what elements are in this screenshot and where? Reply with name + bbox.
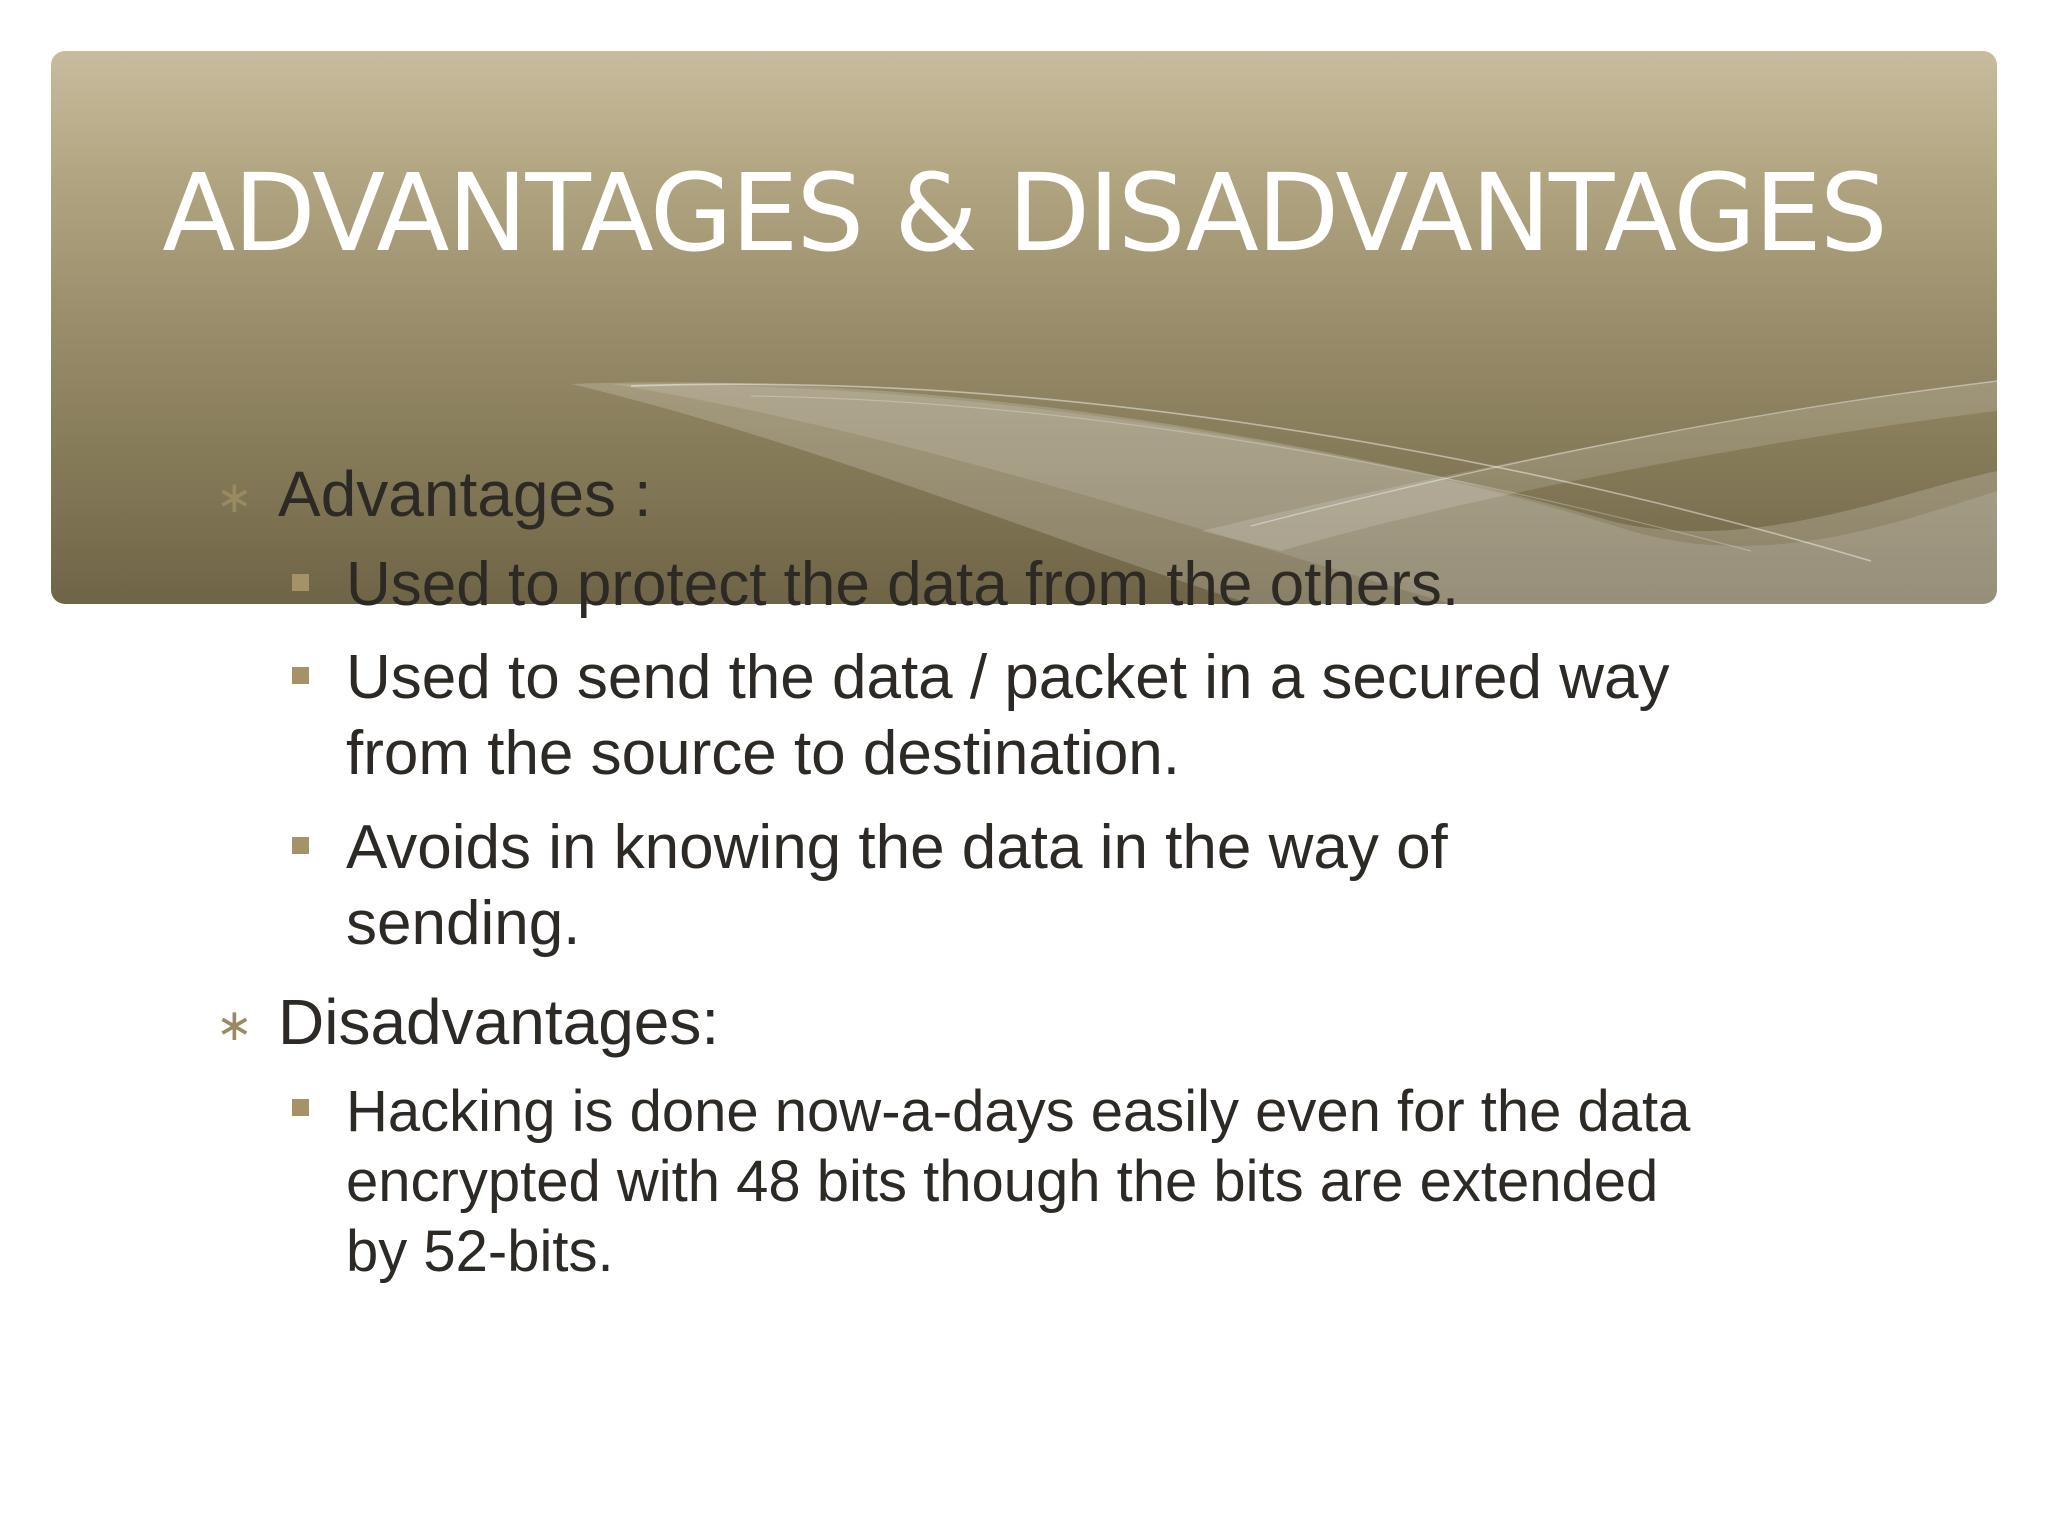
list-item-line: sending. <box>346 889 581 958</box>
list-item-line: Avoids in knowing the data in the way of <box>346 813 1448 882</box>
list-item-line: Used to send the data / packet in a secured way <box>346 643 1670 712</box>
list-item-line: by 52-bits. <box>346 1219 614 1284</box>
slide-title: ADVANTAGES & DISADVANTAGES <box>162 152 1886 276</box>
square-bullet-icon <box>292 574 309 591</box>
list-item-line: encrypted with 48 bits though the bits are extended <box>346 1149 1659 1214</box>
asterisk-bullet-icon: ∗ <box>216 1000 253 1051</box>
list-item-line: from the source to destination. <box>346 719 1181 788</box>
square-bullet-icon <box>292 667 309 684</box>
section-heading-advantages: Advantages : <box>278 458 652 530</box>
list-item-line: Hacking is done now-a-days easily even for the data <box>346 1079 1691 1144</box>
square-bullet-icon <box>292 837 309 854</box>
list-item-line: Used to protect the data from the others. <box>346 550 1460 619</box>
asterisk-bullet-icon: ∗ <box>216 472 253 523</box>
square-bullet-icon <box>292 1099 309 1116</box>
section-heading-disadvantages: Disadvantages: <box>278 986 720 1058</box>
